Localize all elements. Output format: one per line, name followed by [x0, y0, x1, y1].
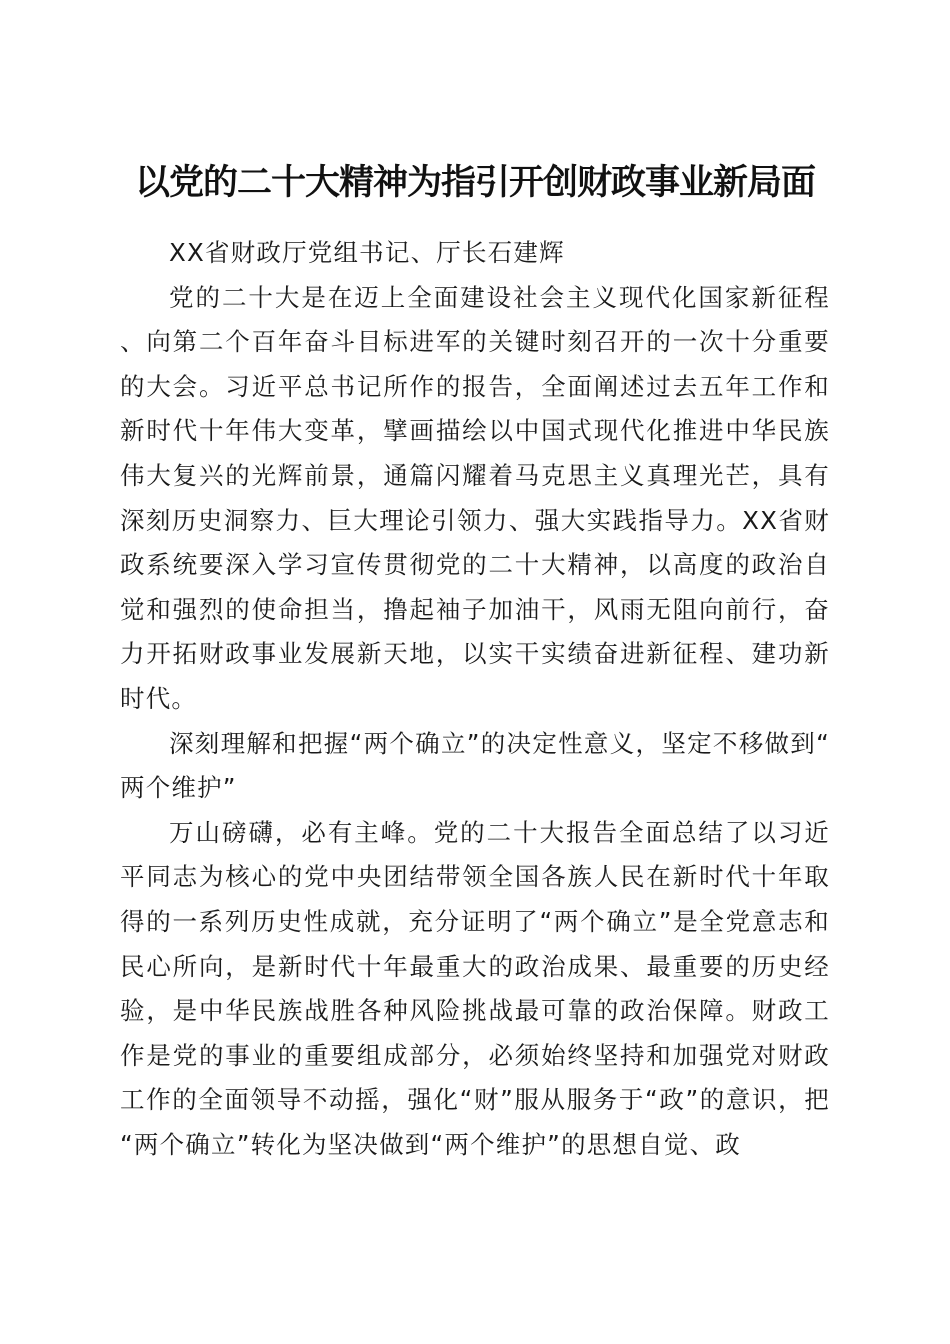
paragraph-section-1: 万山磅礴，必有主峰。党的二十大报告全面总结了以习近平同志为核心的党中央团结带领全国各族人民在新时代十年取得的一系列历史性成就，充分证明了“两个确立”是全党意志和民心所向，是新时代十年最重大的政治成果、最重要的历史经验，是中华民族战胜各种风险挑战最可靠的政治保障。财政工作是党的事业的重要组成部分，必须始终坚持和加强党对财政工作的全面领导不动摇，强化“财”服从服务于“政”的意识，把“两个确立”转化为坚决做到“两个维护”的思想自觉、政 — [120, 817, 830, 1159]
document-body — [120, 231, 830, 1167]
author-line: XX省财政厅党组书记、厅长石建辉 — [169, 238, 565, 267]
section-heading: 深刻理解和把握“两个确立”的决定性意义，坚定不移做到“两个维护” — [120, 728, 830, 803]
paragraph-intro: 党的二十大是在迈上全面建设社会主义现代化国家新征程、向第二个百年奋斗目标进军的关键时刻召开的一次十分重要的大会。习近平总书记所作的报告，全面阐述过去五年工作和新时代十年伟大变革，擘画描绘以中国式现代化推进中华民族伟大复兴的光辉前景，通篇闪耀着马克思主义真理光芒，具有深刻历史洞察力、巨大理论引领力、强大实践指导力。XX省财政系统要深入学习宣传贯彻党的二十大精神，以高度的政治自觉和强烈的使命担当，撸起袖子加油干，风雨无阻向前行，奋力开拓财政事业发展新天地，以实干实绩奋进新征程、建功新时代。 — [120, 282, 830, 713]
document-title: 以党的二十大精神为指引开创财政事业新局面 — [134, 162, 815, 204]
